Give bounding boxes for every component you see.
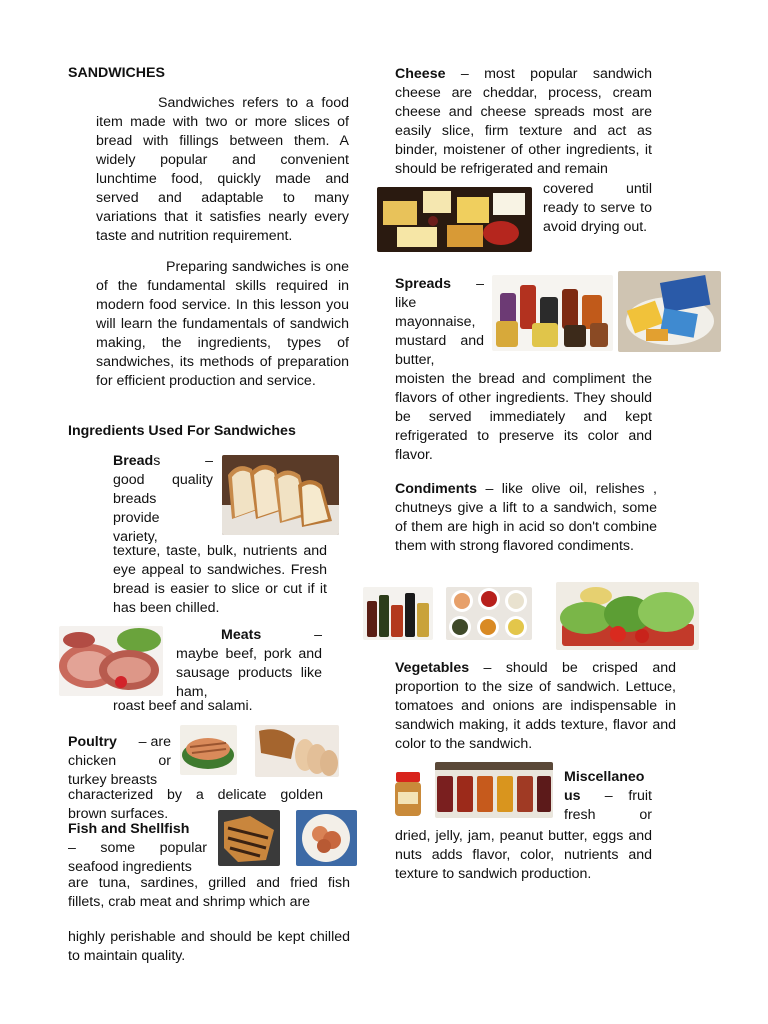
bread-slices-image [222,455,339,535]
intro-paragraph-2: Preparing sandwiches is one of the fundamental skills required in modern food service. In this lesson you will learn the fundamentals of sandwich making, the ingredients, types of sandwiches, its methods of preparation for efficient production and service. [96,259,349,389]
cheese-rest: covered until ready to serve to avoid drying out. [543,181,652,235]
meats-term: Meats [221,627,262,643]
cheese-text: – most popular sandwich cheese are cheddar, process, cream cheese and cheese spreads most are easily slice, firm texture and act as binder, moistener of other ingredients, it should be refrigerated and remain [395,66,652,177]
meats-term-row [176,626,322,645]
condiment-bowls-image [446,587,532,640]
grilled-fish-image [218,810,280,866]
poultry-section [68,733,171,790]
spreads-line-2: mayonnaise, [395,314,476,330]
fish-term: Fish and Shellfish [68,821,190,837]
poultry-text-2: chicken or [68,753,171,769]
breads-line-3: provide [113,510,160,526]
breads-line-1: good quality [113,472,213,488]
shellfish-image [296,810,357,866]
poultry-image-1 [180,725,237,775]
misc-term-2: us [564,788,581,804]
cheese-image [377,187,532,252]
breads-dash: – [205,453,213,469]
spreads-term: Spreads [395,276,451,292]
spreads-cheese-pack-image [618,271,721,352]
spreads-section [395,275,484,370]
spreads-dash: – [476,276,484,292]
spreads-line-3: mustard and [395,333,484,349]
meats-dash: – [314,627,322,643]
poultry-image-2 [255,725,339,777]
fish-text-2: seafood ingredients [68,859,192,875]
spreads-rest: moisten the bread and compliment the flavors of other ingredients. They should be served immediately and kept refrigerated to preserve its color and flavor. [395,371,652,463]
condiments-paragraph [395,480,657,556]
fish-rest: are tuna, sardines, grilled and fried fish fillets, crab meat and shrimp which are [68,875,350,910]
meats-text: maybe beef, pork and sausage products like ham, [176,646,322,700]
breads-section [113,452,213,547]
misc-term-1: Miscellaneo [564,769,645,785]
peanut-butter-jar-image [392,770,424,818]
breads-term-suffix: s [153,453,161,469]
meats-image [59,626,163,696]
spreads-jars-image [492,275,613,351]
vegetables-term: Vegetables [395,660,470,676]
poultry-term: Poultry [68,734,117,750]
breads-line-4: variety, [113,529,158,545]
misc-rest: dried, jelly, jam, peanut butter, eggs and nuts adds flavor, color, nutrients and texture to sandwich production. [395,828,652,882]
fish-section [68,820,207,877]
misc-text-2: fresh or [564,807,652,823]
misc-text-1: – fruit [604,788,652,804]
fish-rest-2: highly perishable and should be kept chilled to maintain quality. [68,929,350,964]
spreads-line-4: butter, [395,352,435,368]
condiments-term: Condiments [395,481,477,497]
condiments-text: – like olive oil, relishes , chutneys give a lift to a sandwich, some of them are high in acid so don't combine them with strong flavored condiments. [395,481,657,554]
ingredients-heading: Ingredients Used For Sandwiches [68,423,296,439]
misc-section [564,768,652,825]
vegetables-text: – should be crisped and proportion to the size of sandwich. Lettuce, tomatoes and onions are indispensable in sandwich making, it adds texture, flavor and color to the sandwich. [395,660,676,752]
cheese-term: Cheese [395,66,446,82]
condiment-bottles-image [363,587,433,640]
poultry-text-1: – are [138,734,171,750]
poultry-text-3: turkey breasts [68,772,158,788]
vegetables-image [556,582,699,650]
intro-paragraph-1: Sandwiches refers to a food item made with two or more slices of bread with fillings between them. A widely popular and convenient lunchtime food, quickly made and served and adaptable to many variations that it satisfies nearly every taste and nutrition requirement. [96,95,349,244]
meats-rest: roast beef and salami. [113,698,253,714]
breads-rest: texture, taste, bulk, nutrients and eye appeal to sandwiches. Fresh bread is easier to slice or cut if it has been chilled. [113,543,327,616]
spreads-line-1: like [395,295,417,311]
poultry-rest: characterized by a delicate golden brown surfaces. [68,787,323,822]
cheese-paragraph [395,65,652,179]
breads-line-2: breads [113,491,157,507]
fish-text-1: – some popular [68,840,207,856]
page-title: SANDWICHES [68,65,165,81]
jam-jars-image [435,762,553,818]
breads-term: Bread [113,453,154,469]
vegetables-paragraph [395,659,676,754]
